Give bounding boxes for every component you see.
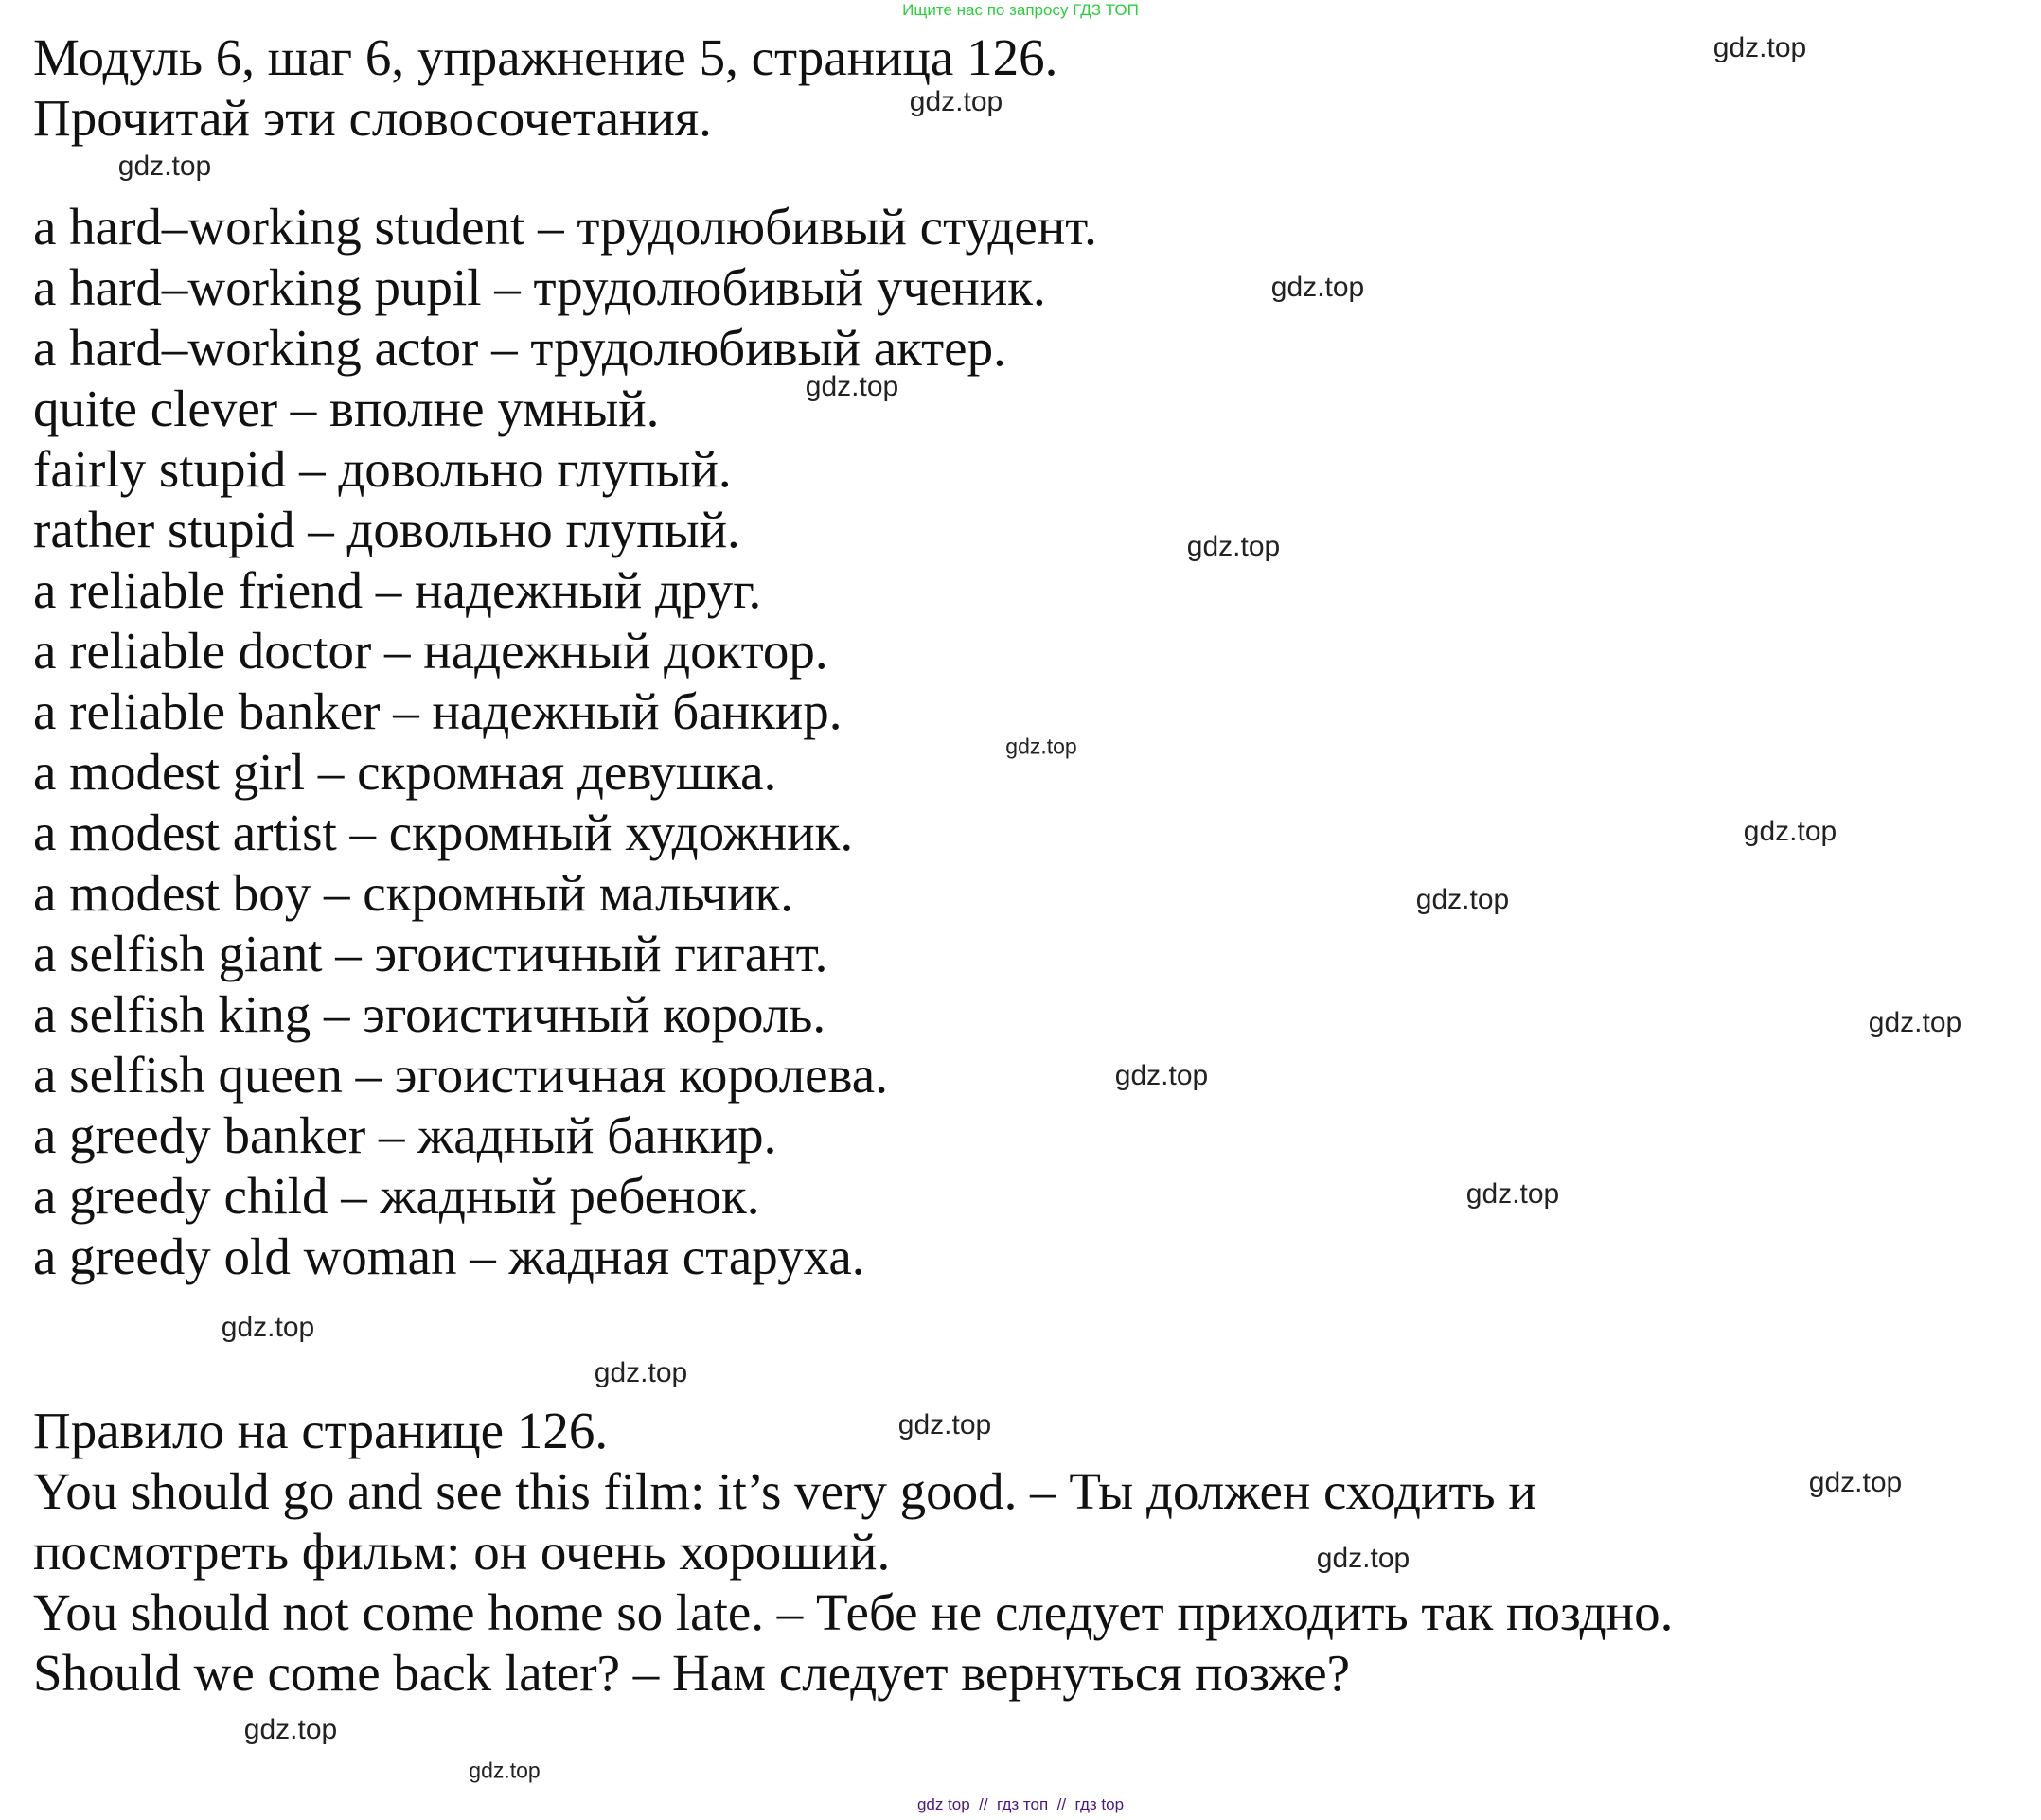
phrase: a modest artist – скромный художник. <box>33 804 854 861</box>
watermark: gdz.top <box>1316 1543 1411 1574</box>
phrase: a selfish giant – эгоистичный гигант. <box>33 925 828 982</box>
page-title: Модуль 6, шаг 6, упражнение 5, страница 126. <box>33 28 1058 86</box>
phrase: a modest boy – скромный мальчик. <box>33 864 793 922</box>
rule-title: Правило на странице 126. <box>33 1402 609 1459</box>
phrase: a greedy banker – жадный банкир. <box>33 1106 777 1164</box>
header <box>33 27 1057 149</box>
rule-line: You should not come home so late. – Тебе не следует приходить так поздно. <box>33 1583 1674 1641</box>
watermark: gdz.top <box>243 1714 338 1745</box>
phrase: a hard–working student – трудолюбивый студент. <box>33 198 1097 256</box>
phrase-list <box>33 197 1097 1287</box>
phrase: a modest girl – скромная девушка. <box>33 743 777 801</box>
footer-links: gdz top // гдз топ // гдз top <box>916 1795 1125 1813</box>
phrase: a reliable friend – надежный друг. <box>33 561 762 619</box>
watermark: gdz.top <box>469 1758 541 1783</box>
phrase: rather stupid – довольно глупый. <box>33 501 740 558</box>
watermark: gdz.top <box>221 1312 315 1343</box>
phrase: a greedy old woman – жадная старуха. <box>33 1228 865 1285</box>
rule-line: посмотреть фильм: он очень хороший. <box>33 1523 891 1581</box>
watermark: gdz.top <box>1114 1060 1209 1091</box>
watermark: gdz.top <box>1186 531 1281 562</box>
phrase: a selfish king – эгоистичный король. <box>33 985 826 1043</box>
watermark: gdz.top <box>1005 733 1077 759</box>
watermark: gdz.top <box>1868 1007 1962 1038</box>
watermark: gdz.top <box>117 150 212 182</box>
watermark: gdz.top <box>1415 884 1510 915</box>
watermark: gdz.top <box>594 1357 688 1388</box>
watermark: gdz.top <box>897 1409 992 1440</box>
instruction: Прочитай эти словосочетания. <box>33 89 712 147</box>
rule-section <box>33 1401 1673 1704</box>
rule-line: You should go and see this film: it’s very good. – Ты должен сходить и <box>33 1462 1536 1520</box>
watermark: gdz.top <box>909 86 1003 117</box>
phrase: a reliable doctor – надежный доктор. <box>33 622 828 680</box>
phrase: a reliable banker – надежный банкир. <box>33 682 843 740</box>
phrase: a hard–working pupil – трудолюбивый ученик. <box>33 258 1046 316</box>
search-banner: Ищите нас по запросу ГДЗ ТОП <box>902 1 1139 19</box>
phrase: quite clever – вполне умный. <box>33 380 660 437</box>
phrase: a selfish queen – эгоистичная королева. <box>33 1046 888 1104</box>
phrase: a greedy child – жадный ребенок. <box>33 1167 760 1225</box>
rule-line: Should we come back later? – Нам следует вернуться позже? <box>33 1644 1351 1702</box>
watermark: gdz.top <box>1465 1178 1560 1210</box>
phrase: fairly stupid – довольно глупый. <box>33 440 732 498</box>
watermark: gdz.top <box>1713 32 1807 63</box>
watermark: gdz.top <box>1808 1467 1903 1498</box>
watermark: gdz.top <box>805 371 899 402</box>
phrase: a hard–working actor – трудолюбивый актер. <box>33 319 1006 377</box>
watermark: gdz.top <box>1743 816 1837 847</box>
watermark: gdz.top <box>1270 272 1365 303</box>
